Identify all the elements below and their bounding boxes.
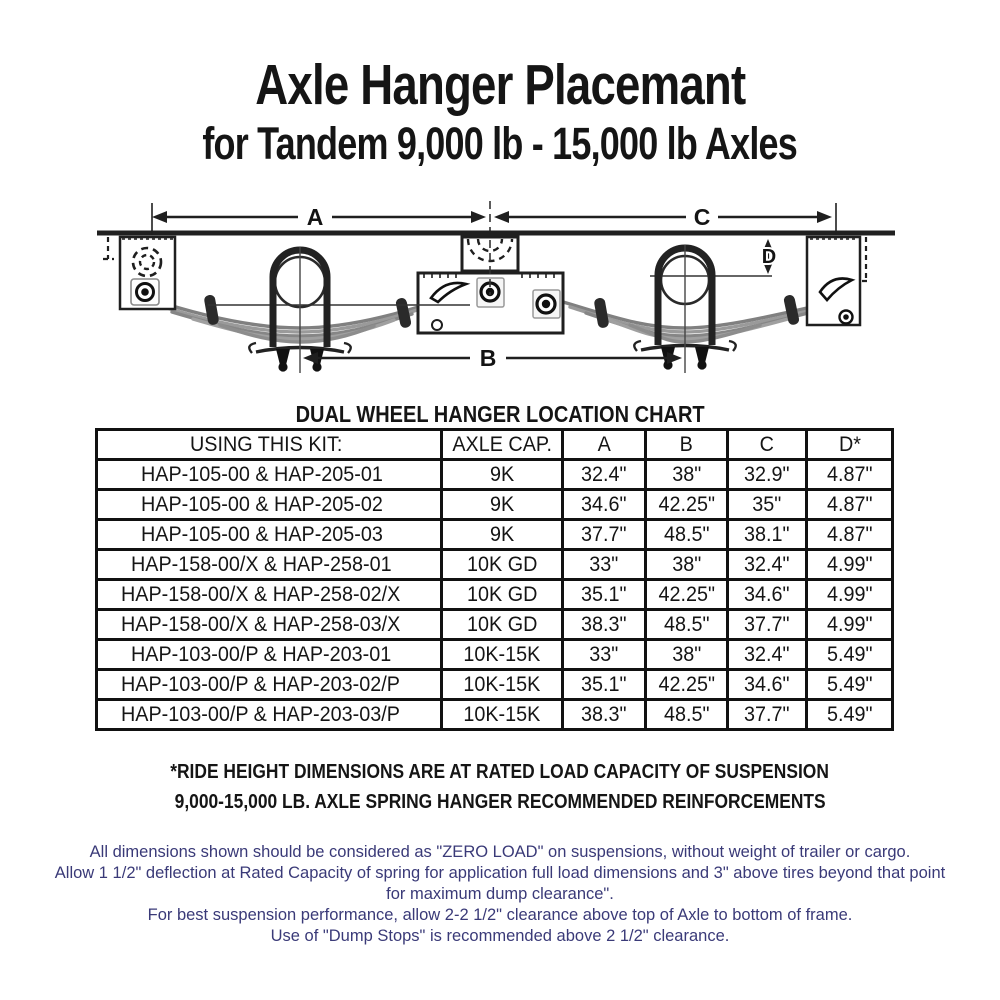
- rear-axle: [634, 248, 772, 370]
- dimension-a-label: A: [306, 204, 324, 230]
- column-header-kit: USING THIS KIT:: [97, 430, 442, 460]
- cell-d: 4.99": [807, 610, 893, 640]
- disclaimer-line: All dimensions shown should be considered as "ZERO LOAD" on suspensions, without weight of trailer or cargo.: [89, 843, 911, 861]
- cell-c: 32.4": [728, 550, 807, 580]
- cell-d: 5.49": [807, 700, 893, 730]
- dimension-d-label: D: [761, 246, 777, 268]
- cell-kit: HAP-158-00/X & HAP-258-02/X: [97, 580, 442, 610]
- cell-d: 4.87": [807, 520, 893, 550]
- center-hanger: [462, 237, 545, 273]
- cell-axle-cap: 9K: [442, 520, 563, 550]
- cell-a: 38.3": [563, 610, 646, 640]
- table-row: [97, 520, 893, 550]
- cell-c: 37.7": [728, 610, 807, 640]
- table-row: [97, 670, 893, 700]
- column-header-b: B: [646, 430, 728, 460]
- suspension-diagram: [0, 195, 1000, 395]
- cell-axle-cap: 10K GD: [442, 550, 563, 580]
- dimension-c: [494, 203, 836, 235]
- cell-c: 32.9": [728, 460, 807, 490]
- cell-axle-cap: 10K GD: [442, 580, 563, 610]
- cell-a: 35.1": [563, 580, 646, 610]
- cell-b: 42.25": [646, 670, 728, 700]
- cell-kit: HAP-103-00/P & HAP-203-01: [97, 640, 442, 670]
- table-row: [97, 700, 893, 730]
- cell-a: 33": [563, 550, 646, 580]
- cell-d: 5.49": [807, 640, 893, 670]
- table-row: [97, 640, 893, 670]
- cell-b: 42.25": [646, 490, 728, 520]
- cell-axle-cap: 10K-15K: [442, 640, 563, 670]
- cell-b: 48.5": [646, 520, 728, 550]
- disclaimer-line: Use of "Dump Stops" is recommended above 2 1/2" clearance.: [270, 927, 730, 945]
- cell-kit: HAP-158-00/X & HAP-258-03/X: [97, 610, 442, 640]
- column-header-axle-cap: AXLE CAP.: [442, 430, 563, 460]
- note-reinforcements: 9,000-15,000 LB. AXLE SPRING HANGER RECOMMENDED REINFORCEMENTS: [174, 791, 826, 813]
- cell-kit: HAP-103-00/P & HAP-203-03/P: [97, 700, 442, 730]
- dimension-a: [152, 203, 486, 235]
- cell-d: 4.87": [807, 490, 893, 520]
- cell-c: 37.7": [728, 700, 807, 730]
- cell-b: 38": [646, 550, 728, 580]
- cell-d: 4.99": [807, 550, 893, 580]
- cell-b: 48.5": [646, 700, 728, 730]
- cell-d: 4.87": [807, 460, 893, 490]
- page-subtitle: [0, 118, 1000, 169]
- cell-b: 48.5": [646, 610, 728, 640]
- cell-c: 34.6": [728, 670, 807, 700]
- cell-a: 33": [563, 640, 646, 670]
- cell-a: 32.4": [563, 460, 646, 490]
- cell-b: 42.25": [646, 580, 728, 610]
- rear-hanger: [807, 237, 871, 325]
- cell-kit: HAP-103-00/P & HAP-203-02/P: [97, 670, 442, 700]
- page-title: [0, 53, 1000, 117]
- table-row: [97, 610, 893, 640]
- cell-c: 32.4": [728, 640, 807, 670]
- cell-c: 38.1": [728, 520, 807, 550]
- table-row: [97, 580, 893, 610]
- cell-axle-cap: 9K: [442, 460, 563, 490]
- cell-kit: HAP-105-00 & HAP-205-02: [97, 490, 442, 520]
- cell-a: 34.6": [563, 490, 646, 520]
- column-header-d: D*: [807, 430, 893, 460]
- dimension-d: [762, 239, 776, 274]
- cell-kit: HAP-105-00 & HAP-205-03: [97, 520, 442, 550]
- chart-title-text: DUAL WHEEL HANGER LOCATION CHART: [295, 401, 705, 427]
- cell-c: 35": [728, 490, 807, 520]
- table-row: [97, 460, 893, 490]
- cell-a: 37.7": [563, 520, 646, 550]
- dimension-c-label: C: [693, 204, 711, 230]
- page-title-text: Axle Hanger Placemant: [254, 53, 746, 117]
- dimension-b: [303, 345, 682, 371]
- cell-c: 34.6": [728, 580, 807, 610]
- hanger-location-table: [95, 428, 894, 731]
- cell-axle-cap: 10K GD: [442, 610, 563, 640]
- note-ride-height: *RIDE HEIGHT DIMENSIONS ARE AT RATED LOAD CAPACITY OF SUSPENSION: [170, 761, 830, 783]
- cell-axle-cap: 9K: [442, 490, 563, 520]
- cell-b: 38": [646, 640, 728, 670]
- disclaimer-line: For best suspension performance, allow 2-2 1/2" clearance above top of Axle to bottom of frame.: [147, 906, 853, 924]
- cell-a: 38.3": [563, 700, 646, 730]
- cell-axle-cap: 10K-15K: [442, 670, 563, 700]
- cell-kit: HAP-158-00/X & HAP-258-01: [97, 550, 442, 580]
- cell-d: 4.99": [807, 580, 893, 610]
- disclaimer-line: Allow 1 1/2" deflection at Rated Capacity of spring for application full load dimensions and 3" above tires beyond that point for maximum dump clearance".: [54, 864, 946, 903]
- cell-b: 38": [646, 460, 728, 490]
- cell-a: 35.1": [563, 670, 646, 700]
- dimension-b-label: B: [479, 345, 497, 371]
- disclaimer: [50, 842, 950, 947]
- table-header-row: [97, 430, 893, 460]
- page-subtitle-text: for Tandem 9,000 lb - 15,000 lb Axles: [202, 118, 798, 169]
- cell-kit: HAP-105-00 & HAP-205-01: [97, 460, 442, 490]
- table-row: [97, 550, 893, 580]
- chart-title: [0, 401, 1000, 428]
- column-header-a: A: [563, 430, 646, 460]
- front-hanger: [103, 237, 175, 309]
- table-row: [97, 490, 893, 520]
- cell-axle-cap: 10K-15K: [442, 700, 563, 730]
- column-header-c: C: [728, 430, 807, 460]
- cell-d: 5.49": [807, 670, 893, 700]
